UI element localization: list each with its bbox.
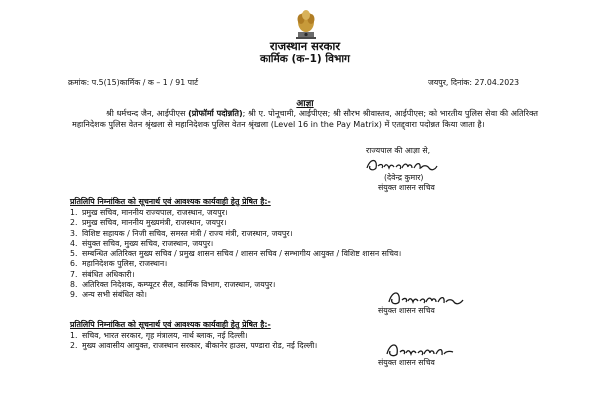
order-title: आज्ञा [296,99,314,109]
signature-image [386,288,466,308]
copy-list [70,331,540,352]
order-text-part-1: श्री धर्मचन्द जैन, आईपीएस [106,108,189,118]
signatory-name: (देवेन्द्र कुमार) [384,173,424,182]
list-item: 8. अतिरिक्त निदेशक, कम्प्यूटर सैल, कार्मिक विभाग, राजस्थान, जयपुर। [70,280,276,290]
list-item: 3. विशिष्ट सहायक / निजी सचिव, समस्त मंत्री / राज्य मंत्री, राजस्थान, जयपुर। [70,228,293,238]
government-name: राजस्थान सरकार [269,39,341,53]
governor-order-line: राज्यपाल की आज्ञा से, [366,146,431,155]
signatory-designation: संयुक्त शासन सचिव [378,358,435,367]
list-item: 5. सम्बन्धित अतिरिक्त मुख्य सचिव / प्रमुख शासन सचिव / शासन सचिव / सम्भागीय आयुक्त / विशिष्ट शासन सचिव। [70,249,402,259]
list-item: 6. महानिदेशक पुलिस, राजस्थान। [70,259,168,269]
signatory-designation: संयुक्त शासन सचिव [378,183,435,192]
ashoka-emblem-icon [293,6,319,40]
reference-number: क्रमांक: प.5(15)कार्मिक / क – 1 / 91 पार्ट [68,78,199,87]
list-item: 1. प्रमुख सचिव, माननीय राज्यपाल, राजस्थान, जयपुर। [70,208,228,217]
signatory-designation: संयुक्त शासन सचिव [378,306,435,315]
signature-image [384,340,464,360]
copy-heading: प्रतिलिपि निम्नांकित को सूचनार्थ एवं आवश्यक कार्यवाही हेतु प्रेषित है:- [70,197,271,206]
list-item: 2. मुख्य आवासीय आयुक्त, राजस्थान सरकार, बीकानेर हाउस, पण्डारा रोड, नई दिल्ली। [70,341,318,351]
list-item: 7. संबंधित अधिकारी। [70,269,135,279]
department-name: कार्मिक (क–1) विभाग [260,53,350,65]
order-paragraph [72,108,538,130]
list-item: 2. प्रमुख सचिव, माननीय मुख्यमंत्री, राजस्थान, जयपुर। [70,218,227,228]
document-page [66,6,544,400]
list-item: 1. सचिव, भारत सरकार, गृह मंत्रालय, नार्थ ब्लाक, नई दिल्ली। [70,331,248,340]
copy-list [70,208,540,301]
order-text-part-2: ; श्री ए. पोनूचामी, आईपीएस; श्री सौरभ श्रीवास्तव, आईपीएस; को भारतीय पुलिस सेवा की अतिरिक्त महानिदेशक पुलिस वेतन श्रृंखला से महानिदेशक पुलिस वेतन श्रृंखला (Level 16 in the Pay Matrix) में एतद्द्वारा पदोन्नत किया जाता है। [72,108,539,129]
place-date: जयपुर, दिनांक: 27.04.2023 [428,78,520,87]
signature-image [364,156,440,174]
copy-heading: प्रतिलिपि निम्नांकित को सूचनार्थ एवं आवश्यक कार्यवाही हेतु प्रेषित है:- [70,320,271,329]
proforma-promotion-text: (प्रोफॉर्मा पदोन्नति) [188,108,243,118]
list-item: 4. संयुक्त सचिव, मुख्य सचिव, राजस्थान, जयपुर। [70,238,214,248]
list-item: 9. अन्य सभी संबंधित को। [70,290,147,300]
